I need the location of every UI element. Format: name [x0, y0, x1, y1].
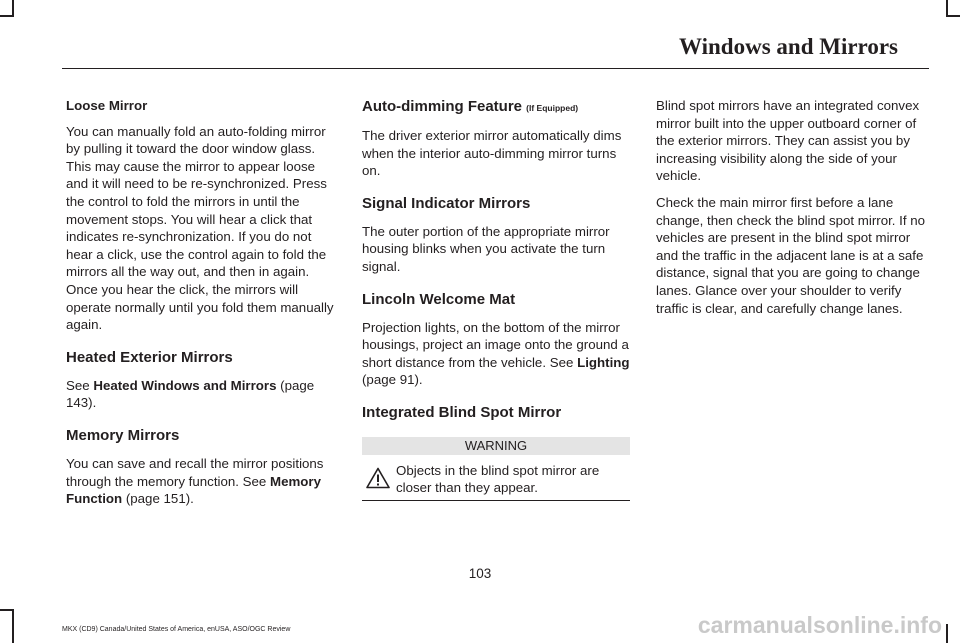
if-equipped-tag: (If Equipped)	[526, 103, 579, 113]
warning-box	[362, 455, 630, 501]
memory-body: You can save and recall the mirror positions through the memory function. See	[66, 455, 324, 489]
memory-mirrors-text	[66, 455, 336, 508]
column-right	[656, 97, 930, 326]
crop-mark	[946, 0, 948, 16]
memory-mirrors-heading: Memory Mirrors	[66, 426, 180, 444]
autodim-heading	[362, 97, 632, 118]
footer-text: MKX (CD9) Canada/United States of America, enUSA, ASO/OGC Review	[62, 626, 291, 633]
crop-mark	[946, 624, 948, 643]
lighting-link[interactable]: Lighting	[577, 354, 630, 370]
warning-triangle-icon	[366, 467, 390, 489]
memory-link[interactable]: Memory Function	[66, 473, 321, 507]
crop-mark	[946, 15, 960, 17]
heated-mirrors-heading: Heated Exterior Mirrors	[66, 348, 233, 366]
signal-text: The outer portion of the appropriate mirror housing blinks when you activate the turn signal.	[362, 223, 610, 274]
loose-mirror-heading: Loose Mirror	[66, 98, 148, 113]
welcome-text	[362, 319, 632, 389]
heated-mirrors-text	[66, 377, 336, 412]
page-title: Windows and Mirrors	[679, 34, 898, 59]
crop-mark	[0, 15, 14, 17]
autodim-title: Auto-dimming Feature	[362, 98, 522, 115]
warning-label: WARNING	[362, 437, 630, 455]
heated-link[interactable]: Heated Windows and Mirrors	[93, 377, 277, 393]
welcome-body: Projection lights, on the bottom of the mirror housings, project an image onto the ground a short distance from the vehicle. See	[362, 319, 629, 370]
warning-text: Objects in the blind spot mirror are closer than they appear.	[396, 462, 600, 495]
heated-suffix: (page 143).	[66, 377, 315, 411]
crop-mark	[12, 0, 14, 16]
watermark-logo: carmanualsonline.info	[697, 612, 942, 638]
signal-heading: Signal Indicator Mirrors	[362, 194, 531, 212]
welcome-suffix: (page 91).	[362, 372, 423, 388]
column-middle	[362, 97, 632, 501]
memory-suffix: (page 151).	[122, 491, 194, 507]
heated-prefix: See	[66, 377, 94, 393]
blindspot-heading: Integrated Blind Spot Mirror	[362, 403, 562, 421]
loose-mirror-text: You can manually fold an auto-folding mirror by pulling it toward the door window glass. This may cause the mirror to appear loose and it will need to be re-synchronized. Press the control to fold the mirrors in until the movement stops. You will hear a click that indicates re-synchronization. If you do not hear a click, use the control again to fold the mirrors all the way out, and then in again. Once you hear the click, the mirrors will operate normally until you fold them manually again.	[66, 123, 334, 333]
blindspot-instructions: Check the main mirror first before a lane change, then check the blind spot mirror. If no vehicles are present in the blind spot mirror and the traffic in the adjacent lane is at a safe distance, signal that you are going to change lanes. Glance over your shoulder to verify traffic is clear, and carefully change lanes.	[656, 194, 926, 316]
blindspot-description: Blind spot mirrors have an integrated convex mirror built into the upper outboard corner of the exterior mirrors. They can assist you by increasing visibility along the side of your vehicle.	[656, 98, 920, 184]
header-divider	[62, 68, 929, 69]
welcome-heading: Lincoln Welcome Mat	[362, 290, 516, 308]
column-left	[66, 97, 336, 517]
crop-mark	[12, 610, 14, 643]
crop-mark	[0, 609, 14, 611]
autodim-text: The driver exterior mirror automatically dims when the interior auto-dimming mirror turns on.	[362, 128, 622, 179]
page-number: 103	[468, 566, 492, 581]
